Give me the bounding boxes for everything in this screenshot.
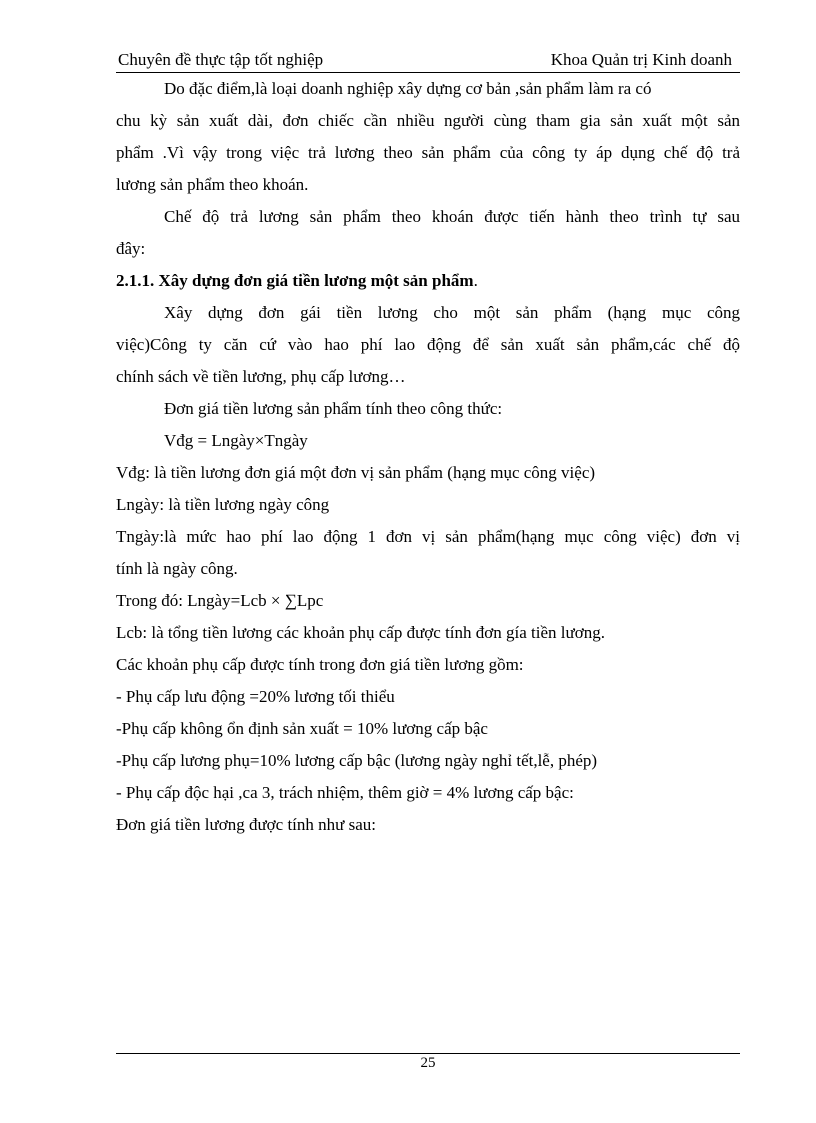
formula-intro: Đơn giá tiền lương sản phẩm tính theo công thức:	[164, 399, 503, 418]
paragraph-1-line-4: lương sản phẩm theo khoán.	[116, 175, 309, 194]
allowance-item-3: -Phụ cấp lương phụ=10% lương cấp bậc (lương ngày nghỉ tết,lễ, phép)	[116, 751, 598, 770]
page-number: 25	[420, 1055, 436, 1071]
footer-divider	[116, 1053, 740, 1054]
allowance-item-1: - Phụ cấp lưu động =20% lương tối thiểu	[116, 687, 395, 706]
allowance-list-intro: Các khoản phụ cấp được tính trong đơn giá tiền lương gồm:	[116, 655, 524, 674]
definition-vdg: Vđg: là tiền lương đơn giá một đơn vị sản phẩm (hạng mục công việc)	[116, 463, 596, 482]
definition-tngay-line-2: tính là ngày công.	[116, 559, 238, 578]
paragraph-1-line-3: phẩm .Vì vậy trong việc trả lương theo sản phẩm của công ty áp dụng chế độ trả	[116, 143, 740, 162]
formula: Vđg = Lngày×Tngày	[164, 431, 308, 450]
section-heading	[116, 270, 478, 292]
allowance-item-2: -Phụ cấp không ổn định sản xuất = 10% lương cấp bậc	[116, 719, 488, 738]
section-heading-text: 2.1.1. Xây dựng đơn giá tiền lương một sản phẩm	[116, 271, 474, 290]
closing-line: Đơn giá tiền lương được tính như sau:	[116, 815, 376, 834]
definition-lcb: Lcb: là tổng tiền lương các khoản phụ cấp được tính đơn gía tiền lương.	[116, 623, 605, 642]
paragraph-1-line-2: chu kỳ sản xuất dài, đơn chiếc cần nhiều người cùng tham gia sản xuất một sản	[116, 111, 740, 130]
paragraph-3-line-2: việc)Công ty căn cứ vào hao phí lao động để sản xuất sản phẩm,các chế độ	[116, 335, 740, 354]
section-heading-period: .	[473, 271, 478, 290]
paragraph-1-line-1: Do đặc điểm,là loại doanh nghiệp xây dựng cơ bản ,sản phẩm làm ra có	[164, 79, 652, 98]
page-header	[116, 48, 740, 73]
definition-tngay-line-1: Tngày:là mức hao phí lao động 1 đơn vị sản phẩm(hạng mục công việc) đơn vị	[116, 527, 740, 546]
paragraph-2-line-1: Chế độ trả lương sản phẩm theo khoán được tiến hành theo trình tự sau	[164, 207, 740, 226]
paragraph-3-line-1: Xây dựng đơn gái tiền lương cho một sản phẩm (hạng mục công	[164, 303, 740, 322]
allowance-item-4: - Phụ cấp độc hại ,ca 3, trách nhiệm, thêm giờ = 4% lương cấp bậc:	[116, 783, 574, 802]
definition-lngay: Lngày: là tiền lương ngày công	[116, 495, 330, 514]
header-left-title: Chuyên đề thực tập tốt nghiệp	[118, 50, 324, 69]
paragraph-2-line-2: đây:	[116, 239, 146, 258]
formula-lngay: Trong đó: Lngày=Lcb × ∑Lpc	[116, 591, 324, 610]
paragraph-3-line-3: chính sách về tiền lương, phụ cấp lương…	[116, 367, 406, 386]
header-right-title: Khoa Quản trị Kinh doanh	[550, 50, 732, 69]
